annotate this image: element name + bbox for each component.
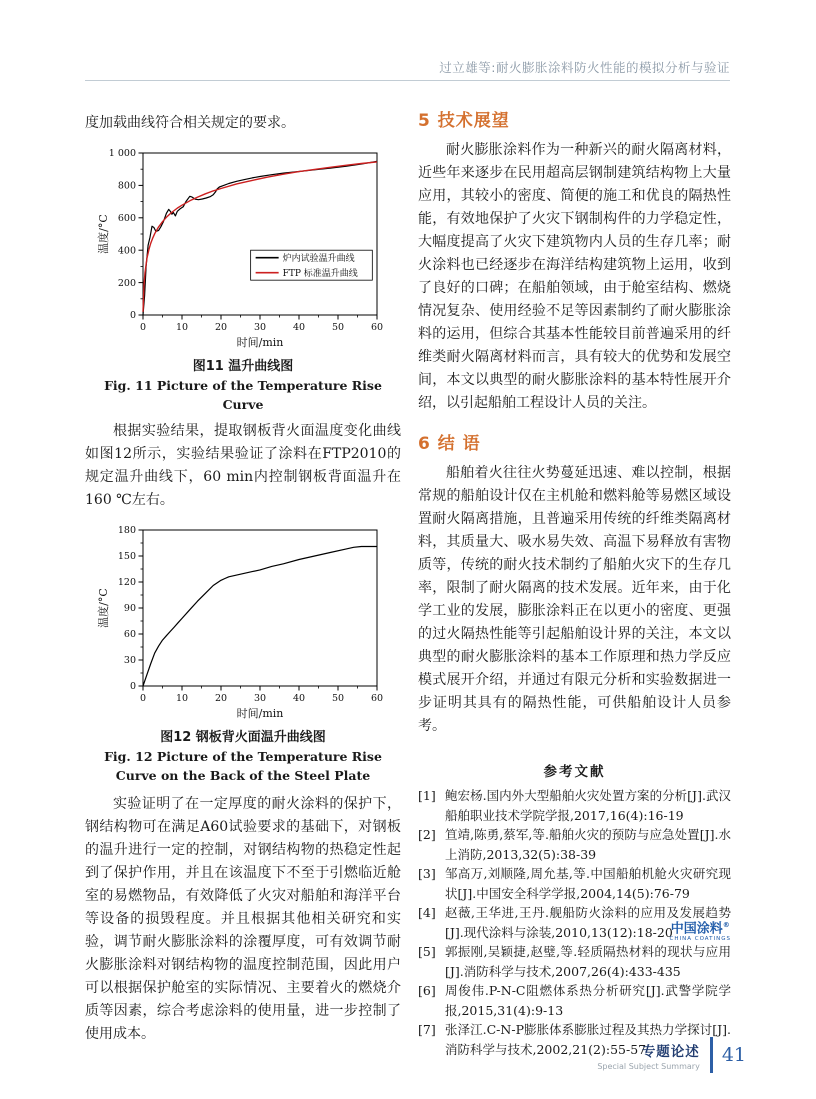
running-header: 过立雄等:耐火膨胀涂料防火性能的模拟分析与验证 (439, 60, 730, 75)
chart-series-0 (143, 161, 377, 315)
y-tick-label: 1 000 (108, 148, 136, 160)
y-tick-label: 60 (123, 629, 136, 641)
reference-text: 赵薇,王华进,王丹.舰船防火涂料的应用及发展趋势[J].现代涂料与涂装,2010,13(12):18-20 (445, 905, 731, 940)
section-6-heading: 6 结 语 (418, 434, 481, 454)
y-axis-label: 温度/°C (97, 588, 110, 628)
footer-section-cn: 专题论述 (641, 1043, 700, 1060)
reference-number: [4] (418, 905, 436, 920)
left-column (85, 112, 401, 1046)
legend-label: FTP 标准温升曲线 (282, 268, 358, 279)
reference-number: [5] (418, 944, 436, 959)
chart-series-0 (143, 547, 377, 687)
x-axis-label: 时间/min (236, 336, 284, 349)
y-tick-label: 90 (123, 603, 136, 615)
y-axis-label: 温度/°C (97, 214, 110, 254)
references-heading: 参考文献 (543, 764, 606, 780)
footer-labels (597, 1040, 699, 1071)
paragraph-experiment-result: 根据实验结果，提取钢板背火面温度变化曲线如图12所示，实验结果验证了涂料在FTP2010的规定温升曲线下，60 min内控制钢板背面温升在160 ℃左右。 (85, 423, 401, 508)
fig11-caption-cn: 图11 温升曲线图 (192, 359, 294, 374)
fig11-caption-en: Fig. 11 Picture of the Temperature Rise Curve (104, 378, 382, 412)
x-tick-label: 60 (370, 322, 384, 333)
reference-item (418, 864, 731, 903)
y-tick-label: 0 (129, 681, 136, 693)
reference-text: 郭振刚,吴颖捷,赵璧,等.轻质隔热材料的现状与应用[J].消防科学与技术,2007,26(4):433-435 (445, 944, 731, 979)
x-tick-label: 0 (139, 693, 147, 704)
footer-section-en: Special Subject Summary (597, 1061, 700, 1071)
x-tick-label: 10 (175, 693, 189, 704)
logo-trademark: ® (722, 921, 730, 929)
x-tick-label: 20 (214, 693, 228, 704)
reference-number: [7] (418, 1022, 436, 1037)
page-number: 41 (721, 1044, 746, 1066)
reference-number: [6] (418, 983, 436, 998)
section-6-paragraph: 船舶着火往往火势蔓延迅速、难以控制，根据常规的船舶设计仅在主机舱和燃料舱等易燃区域设置耐火隔离措施，且普遍采用传统的纤维类隔离材料，其质量大、吸水易失效、高温下易释放有害物质等，传统的耐火技术制约了船舶火灾下的生存几率，限制了耐火隔离的技术发展。近年来，由于化学工业的发展，膨胀涂料正在以更小的密度、更强的过火隔热性能等引起船舶设计界的关注，本文以典型的耐火膨胀涂料的基本工作原理和热力学反应模式展开介绍，并通过有限元分析和实验数据进一步证明其具有的隔热性能，可供船舶设计人员参考。 (418, 465, 731, 734)
plot-frame (143, 530, 377, 686)
reference-text: 鲍宏杨.国内外大型船舶火灾处置方案的分析[J].武汉船舶职业技术学院学报,2017,16(4):16-19 (445, 788, 731, 823)
fig11-plot (95, 143, 391, 351)
reference-item (418, 942, 731, 981)
logo-en: CHINA COATINGS (669, 936, 731, 943)
x-tick-label: 40 (292, 693, 306, 704)
chart-series-1 (143, 162, 377, 312)
plot-frame (143, 153, 377, 315)
fig12-plot (95, 520, 391, 722)
x-tick-label: 30 (253, 693, 267, 704)
logo-cn: 中国涂料® (670, 921, 730, 937)
footer (597, 1037, 746, 1073)
y-tick-label: 400 (117, 245, 136, 257)
reference-item (418, 981, 731, 1020)
x-tick-label: 0 (139, 322, 147, 333)
y-tick-label: 200 (117, 277, 136, 289)
reference-text: 张泽江.C-N-P膨胀体系膨胀过程及其热力学探讨[J].消防科学与技术,2002,21(2):55-57 (445, 1022, 731, 1057)
x-axis-label: 时间/min (236, 707, 284, 720)
reference-number: [3] (418, 866, 436, 881)
section-5-heading: 5 技术展望 (418, 111, 510, 131)
china-coatings-logo (670, 922, 731, 943)
y-tick-label: 120 (117, 577, 136, 589)
x-tick-label: 20 (214, 322, 228, 333)
footer-divider (710, 1037, 713, 1073)
x-tick-label: 50 (331, 322, 345, 333)
reference-number: [1] (418, 788, 436, 803)
y-tick-label: 800 (117, 180, 136, 192)
figure-11 (85, 143, 401, 355)
closing-paragraph: 实验证明了在一定厚度的耐火涂料的保护下，钢结构物可在满足A60试验要求的基础下，对钢板的温升进行一定的控制，对钢结构物的热稳定性起到了保护作用，并且在该温度下不至于引燃临近舱室的易燃物品，有效降低了火灾对船舶和海洋平台等设备的损毁程度。并且根据其他相关研究和实验，调节耐火膨胀涂料的涂覆厚度，可有效调节耐火膨胀涂料对钢结构物的温度控制范围，因此用户可以根据保护舱室的实际情况、主要着火的燃烧介质等因素，综合考虑涂料的使用量，进一步控制了使用成本。 (85, 796, 401, 1042)
intro-paragraph: 度加载曲线符合相关规定的要求。 (85, 115, 295, 131)
x-tick-label: 50 (331, 693, 345, 704)
fig12-caption-cn: 图12 钢板背火面温升曲线图 (160, 730, 326, 745)
y-tick-label: 30 (123, 655, 136, 667)
section-5-paragraph: 耐火膨胀涂料作为一种新兴的耐火隔离材料，近些年来逐步在民用超高层钢制建筑结构物上大量应用，其较小的密度、简便的施工和优良的隔热性能，有效地保护了火灾下钢制构件的力学稳定性，大幅度提高了火灾下建筑物内人员的生存几率；耐火涂料也已经逐步在海洋结构建筑物上运用，收到了良好的口碑；在船舶领域，由于舱室结构、燃烧情况复杂、使用经验不足等因素制约了耐火膨胀涂料的运用，但综合其基本性能较目前普遍采用的纤维类耐火隔离材料而言，具有较大的优势和发展空间，本文以典型的耐火膨胀涂料的基本特性展开介绍，以引起船舶工程设计人员的关注。 (418, 142, 731, 411)
x-tick-label: 60 (370, 693, 384, 704)
x-tick-label: 30 (253, 322, 267, 333)
header-rule (85, 80, 730, 81)
y-tick-label: 600 (117, 213, 136, 224)
reference-item (418, 825, 731, 864)
y-tick-label: 0 (129, 310, 136, 322)
reference-number: [2] (418, 827, 436, 842)
reference-text: 笪靖,陈勇,蔡军,等.船舶火灾的预防与应急处置[J].水上消防,2013,32(5):38-39 (445, 827, 731, 862)
y-tick-label: 180 (117, 525, 136, 537)
fig12-caption-en: Fig. 12 Picture of the Temperature Rise Curve on the Back of the Steel Plate (104, 749, 382, 783)
reference-text: 周俊伟.P-N-C阻燃体系热分析研究[J].武警学院学报,2015,31(4):9-13 (445, 983, 731, 1018)
x-tick-label: 10 (175, 322, 189, 333)
x-tick-label: 40 (292, 322, 306, 333)
y-tick-label: 150 (117, 551, 136, 563)
reference-item (418, 786, 731, 825)
reference-text: 邹高万,刘顺隆,周允基,等.中国船舶机舱火灾研究现状[J].中国安全科学学报,2004,14(5):76-79 (445, 866, 731, 901)
figure-12 (85, 520, 401, 726)
legend-label: 炉内试验温升曲线 (282, 253, 355, 264)
